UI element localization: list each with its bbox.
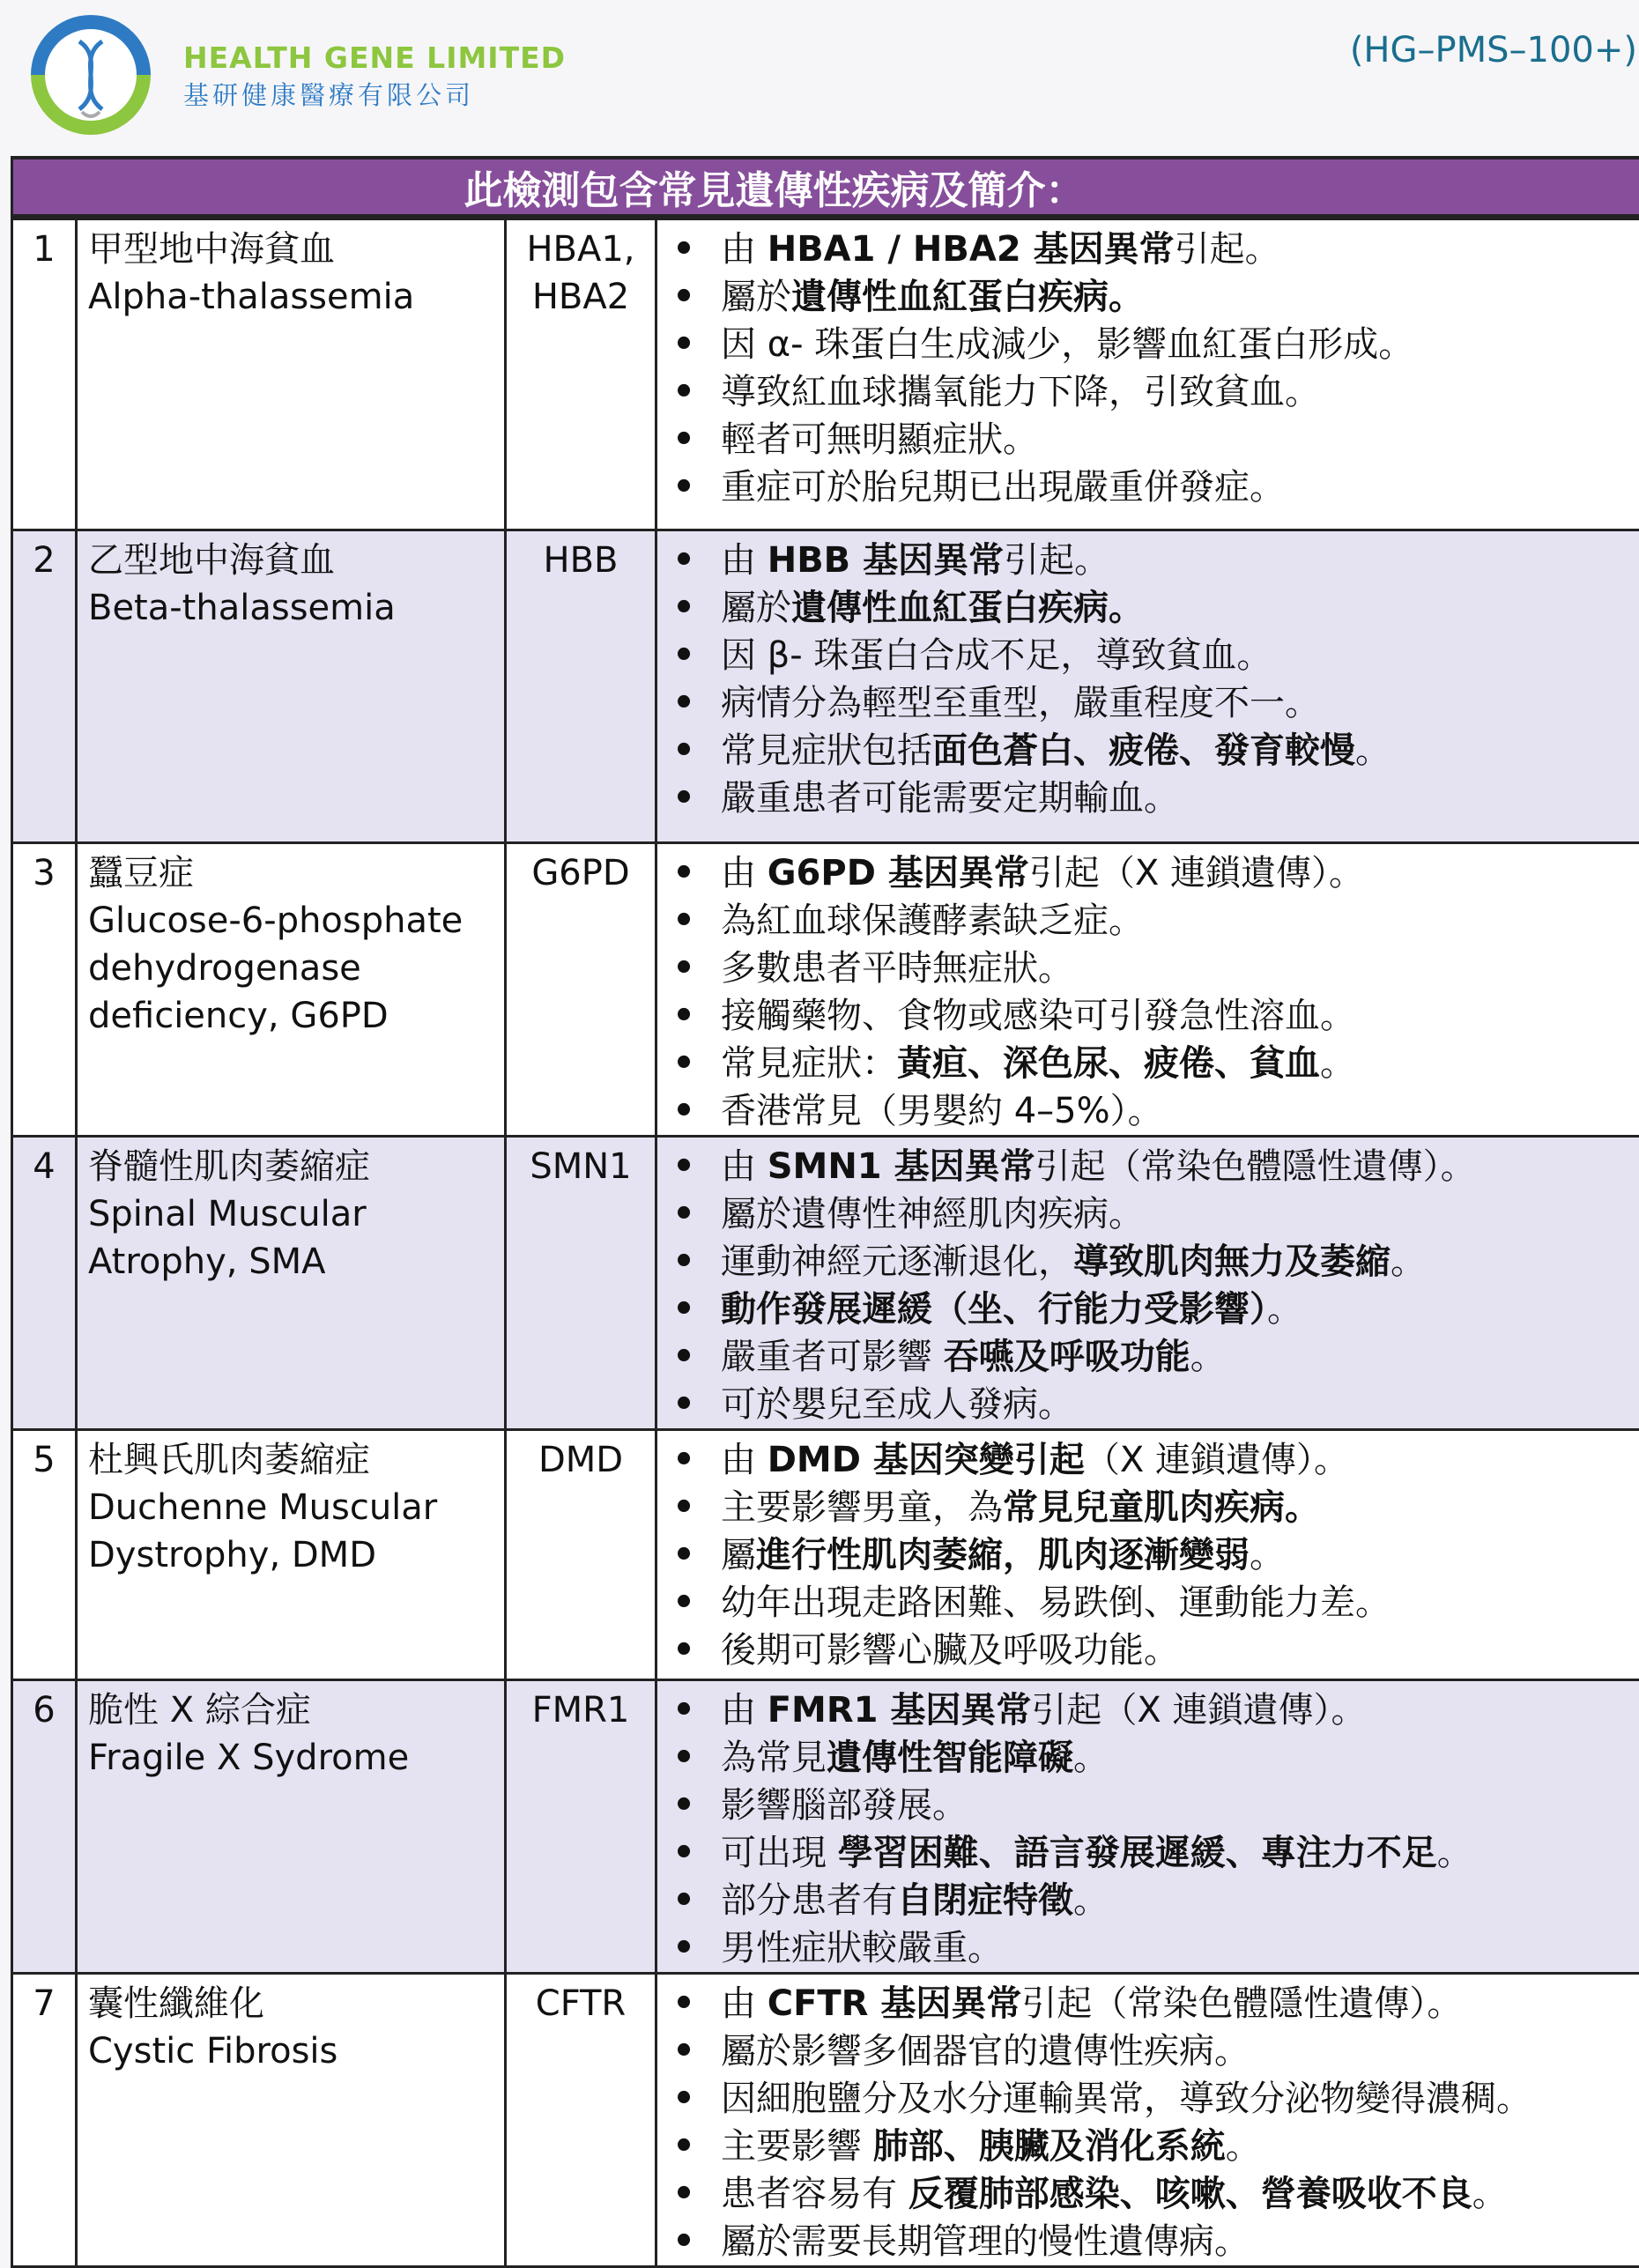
text-segment: 屬於 (721, 277, 791, 317)
text-segment: 可出現 (721, 1833, 838, 1873)
bullet-item (657, 679, 1639, 727)
bullet-item (657, 1087, 1639, 1135)
bullet-text (710, 1436, 1349, 1484)
description-cell (656, 1974, 1639, 2267)
text-segment: 部分患者有 (721, 1880, 897, 1921)
bold-text: HBA1 / HBA2 基因異常 (768, 229, 1175, 270)
gene-cell: G6PD (506, 843, 656, 1137)
text-segment: 。 (1391, 1241, 1426, 1282)
bullet-text (710, 1040, 1355, 1087)
bullet-item (657, 727, 1639, 775)
bullet-item (657, 1627, 1639, 1674)
bullet-item (657, 1238, 1639, 1286)
text-segment: 引起（X 連鎖遺傳）。 (1029, 853, 1364, 893)
bullet-icon: • (657, 1436, 710, 1484)
bullet-icon: • (657, 1143, 710, 1190)
gene-cell: DMD (506, 1430, 656, 1680)
bold-text: FMR1 基因異常 (768, 1690, 1032, 1731)
disease-row (12, 530, 1639, 843)
text-segment: 。 (1320, 1043, 1355, 1084)
bullet-item (657, 584, 1639, 632)
bullet-icon: • (657, 273, 710, 321)
bullet-item (657, 849, 1639, 897)
bullet-text (710, 1924, 1003, 1972)
bullet-text (710, 1531, 1285, 1579)
disease-name-cell (77, 1137, 506, 1430)
bullet-text (710, 416, 1038, 463)
bullet-item (657, 1436, 1639, 1484)
disease-row (12, 1974, 1639, 2267)
text-segment: 屬於 (721, 588, 791, 628)
bullet-text (710, 2170, 1508, 2218)
bullet-item (657, 368, 1639, 416)
bullet-text (710, 1782, 968, 1829)
bold-text: G6PD 基因異常 (768, 853, 1029, 893)
text-segment: 屬於需要長期管理的慢性遺傳病。 (721, 2221, 1250, 2262)
bullet-text (710, 1829, 1472, 1877)
text-segment: （X 連鎖遺傳）。 (1085, 1440, 1349, 1480)
bullet-text (710, 1143, 1476, 1190)
bullet-item (657, 273, 1639, 321)
product-code: (HG–PMS–100+) (1350, 30, 1637, 70)
bullet-icon: • (657, 537, 710, 584)
text-segment: 為常見 (721, 1738, 827, 1778)
gene-cell: HBA1, HBA2 (506, 219, 656, 530)
bullet-item (657, 1040, 1639, 1087)
bullet-item (657, 1734, 1639, 1782)
gene-cell: FMR1 (506, 1680, 656, 1974)
bold-text: 面色蒼白、疲倦、發育較慢 (932, 730, 1355, 771)
bullet-text (710, 775, 1179, 822)
bullet-text (710, 1980, 1462, 2027)
row-number: 4 (12, 1137, 77, 1430)
bullet-text (710, 368, 1320, 416)
disease-row (12, 1430, 1639, 1680)
bullet-icon: • (657, 1238, 710, 1286)
text-segment: 常見症狀包括 (721, 730, 932, 771)
description-cell (656, 1680, 1639, 1974)
company-logo (26, 11, 155, 139)
bullet-text (710, 584, 1144, 632)
row-number: 1 (12, 219, 77, 530)
bullet-icon: • (657, 1333, 710, 1381)
bullet-text (710, 1877, 1109, 1924)
gene-cell: SMN1 (506, 1137, 656, 1430)
text-segment: 多數患者平時無症狀。 (721, 948, 1073, 989)
bullet-text (710, 463, 1285, 511)
text-segment: 。 (1437, 1833, 1472, 1873)
bullet-icon: • (657, 1087, 710, 1135)
bullet-icon: • (657, 2075, 710, 2123)
disease-name-cell (77, 530, 506, 843)
bullet-text (710, 1627, 1179, 1674)
description-cell (656, 219, 1639, 530)
text-segment: 由 (721, 853, 768, 893)
bullet-icon: • (657, 1829, 710, 1877)
text-segment: 因 β- 珠蛋白合成不足，導致貧血。 (721, 635, 1272, 676)
text-segment: 接觸藥物、食物或感染可引發急性溶血。 (721, 996, 1355, 1036)
bullet-text (710, 1238, 1426, 1286)
text-segment: 影響腦部發展。 (721, 1785, 968, 1826)
disease-row (12, 219, 1639, 530)
bullet-text (710, 226, 1280, 273)
bullet-icon: • (657, 1734, 710, 1782)
text-segment: 因 α- 珠蛋白生成減少，影響血紅蛋白形成。 (721, 324, 1413, 365)
bullet-icon: • (657, 727, 710, 775)
bullet-icon: • (657, 1877, 710, 1924)
bullet-item (657, 1531, 1639, 1579)
banner-title: 此檢測包含常見遺傳性疾病及簡介： (11, 156, 1639, 218)
disease-name-zh: 脊髓性肌肉萎縮症 (88, 1143, 504, 1190)
disease-name-en: Spinal Muscular Atrophy, SMA (88, 1190, 476, 1286)
bullet-icon: • (657, 2170, 710, 2218)
disease-name-en: Fragile X Sydrome (88, 1734, 476, 1782)
disease-row (12, 843, 1639, 1137)
bullet-icon: • (657, 1286, 710, 1333)
disease-name-zh: 乙型地中海貧血 (88, 537, 504, 584)
disease-name-cell (77, 1680, 506, 1974)
bullet-icon: • (657, 1484, 710, 1531)
bullet-icon: • (657, 2218, 710, 2265)
bold-text: 遺傳性血紅蛋白疾病。 (791, 588, 1144, 628)
disease-name-zh: 甲型地中海貧血 (88, 226, 504, 273)
gene-cell: HBB (506, 530, 656, 843)
description-cell (656, 530, 1639, 843)
bullet-item (657, 1579, 1639, 1627)
text-segment: 引起。 (1004, 540, 1109, 581)
disease-name-cell (77, 1974, 506, 2267)
bullet-item (657, 1381, 1639, 1428)
text-segment: 嚴重者可影響 (721, 1337, 944, 1377)
disease-name-zh: 杜興氏肌肉萎縮症 (88, 1436, 504, 1484)
bold-text: 常見兒童肌肉疾病。 (1003, 1487, 1320, 1528)
bullet-text (710, 2027, 1250, 2075)
bold-text: CFTR 基因異常 (768, 1983, 1022, 2024)
row-number: 7 (12, 1974, 77, 2267)
bullet-icon: • (657, 2027, 710, 2075)
text-segment: 患者容易有 (721, 2174, 908, 2214)
bullet-text (710, 1286, 1302, 1333)
text-segment: 由 (721, 1440, 768, 1480)
bullet-icon: • (657, 775, 710, 822)
bullet-text (710, 2075, 1531, 2123)
text-segment: 為紅血球保護酵素缺乏症。 (721, 901, 1144, 941)
bullet-text (710, 1381, 1073, 1428)
bullet-text (710, 1484, 1320, 1531)
text-segment: 。 (1472, 2174, 1508, 2214)
bullet-text (710, 1686, 1367, 1734)
bullet-item (657, 897, 1639, 945)
text-segment: 。 (1250, 1535, 1285, 1575)
text-segment: 引起（常染色體隱性遺傳）。 (1035, 1146, 1476, 1187)
text-segment: 常見症狀： (721, 1043, 897, 1084)
text-segment: 由 (721, 1983, 768, 2024)
text-segment: 導致紅血球攜氧能力下降，引致貧血。 (721, 372, 1320, 412)
bold-text: 自閉症特徵 (897, 1880, 1073, 1921)
bullet-text (710, 897, 1144, 945)
bullet-text (710, 1579, 1391, 1627)
bullet-item (657, 226, 1639, 273)
text-segment: 屬於影響多個器官的遺傳性疾病。 (721, 2031, 1250, 2072)
bullet-icon: • (657, 849, 710, 897)
bold-text: 學習困難、語言發展遲緩、專注力不足 (838, 1833, 1437, 1873)
disease-name-en: Cystic Fibrosis (88, 2027, 476, 2075)
brand-name-chinese: 基研健康醫療有限公司 (183, 76, 474, 112)
bullet-item (657, 945, 1639, 992)
bullet-text (710, 321, 1413, 368)
bullet-item (657, 537, 1639, 584)
text-segment: 香港常見（男嬰約 4–5%）。 (721, 1091, 1163, 1131)
description-cell (656, 1430, 1639, 1680)
bold-text: 遺傳性血紅蛋白疾病。 (791, 277, 1144, 317)
bold-text: SMN1 基因異常 (768, 1146, 1035, 1187)
bullet-icon: • (657, 368, 710, 416)
bold-text: 黃疸、深色尿、疲倦、貧血 (897, 1043, 1320, 1084)
bullet-icon: • (657, 897, 710, 945)
text-segment: 。 (1267, 1289, 1302, 1330)
text-segment: 由 (721, 1146, 768, 1187)
bullet-item (657, 1143, 1639, 1190)
disease-name-zh: 脆性 X 綜合症 (88, 1686, 504, 1734)
bullet-icon: • (657, 416, 710, 463)
row-number: 2 (12, 530, 77, 843)
bullet-item (657, 1829, 1639, 1877)
text-segment: 重症可於胎兒期已出現嚴重併發症。 (721, 467, 1285, 508)
brand-name-english: HEALTH GENE LIMITED (183, 41, 566, 75)
bullet-icon: • (657, 1190, 710, 1238)
bullet-item (657, 2218, 1639, 2265)
bold-text: 反覆肺部感染、咳嗽、營養吸收不良 (908, 2174, 1472, 2214)
bullet-text (710, 1087, 1163, 1135)
bullet-text (710, 273, 1144, 321)
bullet-icon: • (657, 679, 710, 727)
bullet-item (657, 1686, 1639, 1734)
disease-name-zh: 囊性纖維化 (88, 1980, 504, 2027)
bullet-item (657, 1484, 1639, 1531)
bullet-item (657, 416, 1639, 463)
bullet-item (657, 1980, 1639, 2027)
bullet-item (657, 2170, 1639, 2218)
row-number: 3 (12, 843, 77, 1137)
bullet-icon: • (657, 1924, 710, 1972)
disease-name-en: Alpha-thalassemia (88, 273, 476, 321)
bullet-text (710, 2218, 1250, 2265)
bold-text: 動作發展遲緩（坐、行能力受影響） (721, 1289, 1267, 1330)
text-segment: 屬 (721, 1535, 756, 1575)
disease-name-cell (77, 1430, 506, 1680)
bullet-icon: • (657, 1980, 710, 2027)
text-segment: 由 (721, 540, 768, 581)
bold-text: 導致肌肉無力及萎縮 (1073, 1241, 1391, 1282)
text-segment: 。 (1073, 1738, 1109, 1778)
bullet-icon: • (657, 2123, 710, 2170)
disease-name-cell (77, 219, 506, 530)
bullet-item (657, 2123, 1639, 2170)
text-segment: 後期可影響心臟及呼吸功能。 (721, 1630, 1179, 1671)
bullet-item (657, 1190, 1639, 1238)
text-segment: 嚴重患者可能需要定期輸血。 (721, 778, 1179, 819)
gene-cell: CFTR (506, 1974, 656, 2267)
bullet-icon: • (657, 226, 710, 273)
bold-text: DMD 基因突變引起 (768, 1440, 1085, 1480)
bold-text: 肺部、胰臟及消化系統 (873, 2126, 1226, 2167)
bullet-icon: • (657, 463, 710, 511)
bullet-item (657, 463, 1639, 511)
bullet-icon: • (657, 632, 710, 679)
text-segment: 病情分為輕型至重型，嚴重程度不一。 (721, 683, 1320, 723)
bullet-icon: • (657, 1686, 710, 1734)
bullet-text (710, 1190, 1144, 1238)
bullet-item (657, 1782, 1639, 1829)
row-number: 6 (12, 1680, 77, 1974)
bold-text: 進行性肌肉萎縮，肌肉逐漸變弱 (756, 1535, 1250, 1575)
bullet-item (657, 1924, 1639, 1972)
bullet-text (710, 2123, 1261, 2170)
text-segment: 由 (721, 229, 768, 270)
bullet-item (657, 1877, 1639, 1924)
disease-name-en: Glucose-6-phosphate dehydrogenase deficiency, G6PD (88, 897, 476, 1040)
text-segment: 可於嬰兒至成人發病。 (721, 1384, 1073, 1425)
bullet-icon: • (657, 1531, 710, 1579)
bullet-icon: • (657, 1782, 710, 1829)
text-segment: 屬於遺傳性神經肌肉疾病。 (721, 1194, 1144, 1234)
text-segment: 主要影響 (721, 2126, 873, 2167)
bullet-icon: • (657, 992, 710, 1040)
disease-table (11, 218, 1639, 2268)
bold-text: 吞嚥及呼吸功能 (944, 1337, 1190, 1377)
bullet-item (657, 2075, 1639, 2123)
bullet-item (657, 992, 1639, 1040)
disease-name-en: Duchenne Muscular Dystrophy, DMD (88, 1484, 476, 1579)
bullet-text (710, 537, 1109, 584)
bullet-text (710, 679, 1320, 727)
text-segment: 男性症狀較嚴重。 (721, 1928, 1003, 1968)
bullet-item (657, 2027, 1639, 2075)
bullet-icon: • (657, 1381, 710, 1428)
bullet-text (710, 849, 1364, 897)
bullet-text (710, 1734, 1109, 1782)
bullet-item (657, 775, 1639, 822)
bullet-item (657, 1286, 1639, 1333)
text-segment: 引起（X 連鎖遺傳）。 (1031, 1690, 1366, 1731)
bullet-item (657, 1333, 1639, 1381)
bullet-text (710, 1333, 1226, 1381)
disease-name-zh: 蠶豆症 (88, 849, 504, 897)
text-segment: 引起。 (1175, 229, 1280, 270)
bullet-item (657, 321, 1639, 368)
text-segment: 主要影響男童，為 (721, 1487, 1003, 1528)
text-segment: 引起（常染色體隱性遺傳）。 (1021, 1983, 1462, 2024)
text-segment: 輕者可無明顯症狀。 (721, 419, 1038, 460)
description-cell (656, 843, 1639, 1137)
bold-text: HBB 基因異常 (768, 540, 1004, 581)
bullet-text (710, 992, 1355, 1040)
bullet-icon: • (657, 1627, 710, 1674)
bullet-icon: • (657, 1579, 710, 1627)
description-cell (656, 1137, 1639, 1430)
text-segment: 。 (1190, 1337, 1226, 1377)
text-segment: 幼年出現走路困難、易跌倒、運動能力差。 (721, 1582, 1391, 1623)
bullet-text (710, 945, 1073, 992)
row-number: 5 (12, 1430, 77, 1680)
disease-name-en: Beta-thalassemia (88, 584, 476, 632)
bullet-text (710, 632, 1272, 679)
bold-text: 遺傳性智能障礙 (827, 1738, 1073, 1778)
bullet-item (657, 632, 1639, 679)
text-segment: 運動神經元逐漸退化， (721, 1241, 1073, 1282)
text-segment: 。 (1073, 1880, 1109, 1921)
bullet-icon: • (657, 1040, 710, 1087)
bullet-text (710, 727, 1391, 775)
bullet-icon: • (657, 584, 710, 632)
text-segment: 。 (1355, 730, 1391, 771)
text-segment: 。 (1226, 2126, 1261, 2167)
disease-row (12, 1680, 1639, 1974)
bullet-icon: • (657, 321, 710, 368)
disease-name-cell (77, 843, 506, 1137)
bullet-icon: • (657, 945, 710, 992)
text-segment: 由 (721, 1690, 768, 1731)
text-segment: 因細胞鹽分及水分運輸異常，導致分泌物變得濃稠。 (721, 2079, 1531, 2119)
disease-row (12, 1137, 1639, 1430)
